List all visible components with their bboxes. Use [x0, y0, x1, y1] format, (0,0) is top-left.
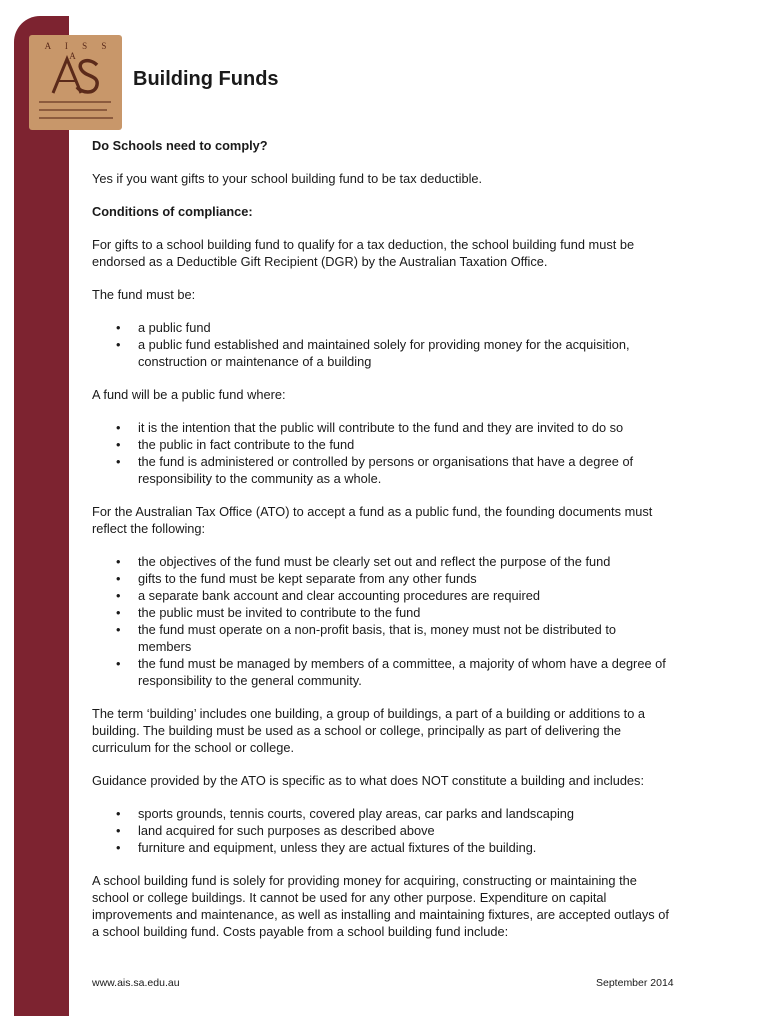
list-item-text: the fund must be managed by members of a committee, a majority of whom have a degree of responsibility to the general community. [138, 656, 666, 688]
list-item-text: the fund is administered or controlled by persons or organisations that have a degree of responsibility to the community as a whole. [138, 454, 634, 486]
page-title: Building Funds [133, 68, 279, 90]
list-item-text: a public fund [138, 320, 211, 335]
bullet-icon: • [116, 823, 121, 838]
section-heading: Do Schools need to comply? [92, 138, 268, 153]
list-item [92, 822, 672, 839]
paragraph: For the Australian Tax Office (ATO) to accept a fund as a public fund, the founding documents must reflect the following: [92, 504, 653, 536]
bullet-icon: • [116, 571, 121, 586]
bullet-icon: • [116, 554, 121, 569]
paragraph: For gifts to a school building fund to qualify for a tax deduction, the school building fund must be endorsed as a Deductible Gift Recipient (DGR) by the Australian Taxation Office. [92, 237, 635, 269]
list-item-text: the objectives of the fund must be clearly set out and reflect the purpose of the fund [138, 554, 611, 569]
bullet-list [92, 553, 672, 689]
list-item [92, 570, 672, 587]
paragraph: The term ‘building’ includes one building, a group of buildings, a part of a building or additions to a building. The building must be used as a school or college, principally as part of delivering the curriculum for the school or college. [92, 706, 645, 755]
list-item-text: a public fund established and maintained solely for providing money for the acquisition, construction or maintenance of a building [138, 337, 630, 369]
list-item-text: furniture and equipment, unless they are actual fixtures of the building. [138, 840, 537, 855]
list-item [92, 839, 672, 856]
paragraph: A fund will be a public fund where: [92, 387, 286, 402]
logo-top-text: A I S S A [44, 41, 113, 61]
bullet-list [92, 319, 672, 370]
bullet-icon: • [116, 437, 121, 452]
list-item [92, 336, 672, 370]
document-body [92, 137, 672, 956]
sidebar-band [14, 16, 69, 1016]
list-item [92, 436, 672, 453]
list-item-text: it is the intention that the public will contribute to the fund and they are invited to do so [138, 420, 624, 435]
bullet-icon: • [116, 337, 121, 352]
list-item [92, 319, 672, 336]
list-item-text: the public in fact contribute to the fund [138, 437, 355, 452]
bullet-icon: • [116, 420, 121, 435]
paragraph: The fund must be: [92, 287, 196, 302]
aissa-logo [29, 35, 122, 130]
footer-website-link[interactable]: www.ais.sa.edu.au [92, 977, 180, 989]
list-item-text: the public must be invited to contribute to the fund [138, 605, 421, 620]
section-heading: Conditions of compliance: [92, 204, 253, 219]
list-item [92, 419, 672, 436]
logo-text-line [39, 117, 113, 119]
list-item [92, 621, 672, 655]
list-item [92, 805, 672, 822]
footer-date: September 2014 [596, 977, 674, 989]
list-item [92, 655, 672, 689]
bullet-icon: • [116, 605, 121, 620]
list-item-text: the fund must operate on a non-profit basis, that is, money must not be distributed to members [138, 622, 617, 654]
list-item-text: a separate bank account and clear accounting procedures are required [138, 588, 540, 603]
list-item [92, 587, 672, 604]
logo-text-line [39, 101, 111, 103]
logo-text-line [39, 109, 107, 111]
paragraph: A school building fund is solely for providing money for acquiring, constructing or maintaining the school or college buildings. It cannot be used for any other purpose. Expenditure on capital improvements and maintenance, as well as installing and maintaining fixtures, are accepted outlays of a school building fund. Costs payable from a school building fund include: [92, 873, 669, 939]
list-item-text: gifts to the fund must be kept separate from any other funds [138, 571, 477, 586]
list-item [92, 604, 672, 621]
bullet-icon: • [116, 656, 121, 671]
bullet-icon: • [116, 840, 121, 855]
list-item [92, 453, 672, 487]
bullet-list [92, 419, 672, 487]
list-item-text: sports grounds, tennis courts, covered play areas, car parks and landscaping [138, 806, 575, 821]
paragraph: Yes if you want gifts to your school building fund to be tax deductible. [92, 171, 483, 186]
bullet-icon: • [116, 588, 121, 603]
list-item [92, 553, 672, 570]
bullet-icon: • [116, 806, 121, 821]
bullet-icon: • [116, 622, 121, 637]
bullet-list [92, 805, 672, 856]
logo-monogram-icon [49, 55, 103, 97]
bullet-icon: • [116, 320, 121, 335]
list-item-text: land acquired for such purposes as described above [138, 823, 435, 838]
paragraph: Guidance provided by the ATO is specific as to what does NOT constitute a building and includes: [92, 773, 645, 788]
bullet-icon: • [116, 454, 121, 469]
